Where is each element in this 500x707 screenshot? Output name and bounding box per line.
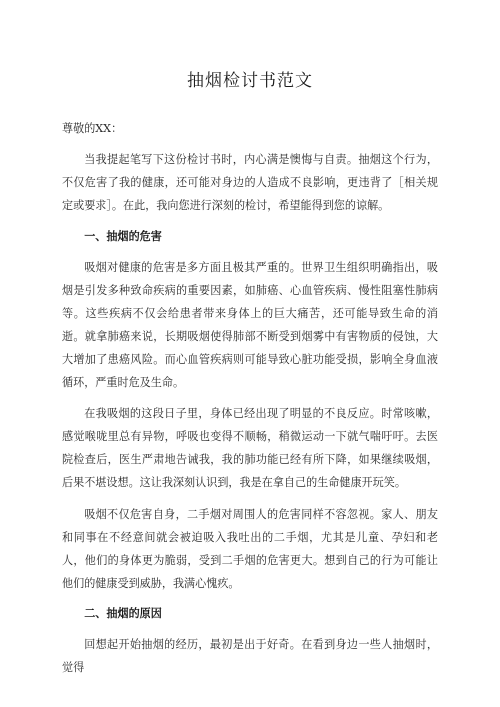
intro-paragraph: 当我提起笔写下这份检讨书时，内心满是懊悔与自责。抽烟这个行为，不仅危害了我的健康，还可能对身边的人造成不良影响，更违背了［相关规定或要求］。在此，我向您进行深刻的检讨，希望能得到您的谅解。	[62, 153, 438, 212]
paragraph: 在我吸烟的这段日子里，身体已经出现了明显的不良反应。时常咳嗽，感觉喉咙里总有异物，呼吸也变得不顺畅，稍微运动一下就气喘吁吁。去医院检查后，医生严肃地告诫我，我的肺功能已经有所下降，如果继续吸烟，后果不堪设想。这让我深刻认识到，我是在拿自己的生命健康开玩笑。	[62, 407, 438, 489]
document-title: 抽烟检讨书范文	[187, 71, 313, 91]
document-body	[62, 117, 438, 688]
paragraph: 吸烟不仅危害自身，二手烟对周围人的危害同样不容忽视。家人、朋友和同事在不经意间就会被迫吸入我吐出的二手烟，尤其是儿童、孕妇和老人，他们的身体更为脆弱，受到二手烟的危害更大。想到自己的行为可能让他们的健康受到威胁，我满心愧疚。	[62, 507, 438, 590]
paragraph: 吸烟对健康的危害是多方面且极其严重的。世界卫生组织明确指出，吸烟是引发多种致命疾病的重要因素，如肺癌、心血管疾病、慢性阻塞性肺病等。这些疾病不仅会给患者带来身体上的巨大痛苦，还可能导致生命的消逝。就拿肺癌来说，长期吸烟使得肺部不断受到烟雾中有害物质的侵蚀，大大增加了患癌风险。而心血管疾病则可能导致心脏功能受损，影响全身血液循环，严重时危及生命。	[62, 260, 438, 389]
paragraph: 回想起开始抽烟的经历，最初是出于好奇。在看到身边一些人抽烟时，觉得	[62, 638, 438, 674]
section-heading-harm: 一、抽烟的危害	[84, 229, 162, 243]
salutation: 尊敬的XX：	[62, 122, 123, 135]
section-heading-reasons: 二、抽烟的原因	[84, 607, 162, 620]
